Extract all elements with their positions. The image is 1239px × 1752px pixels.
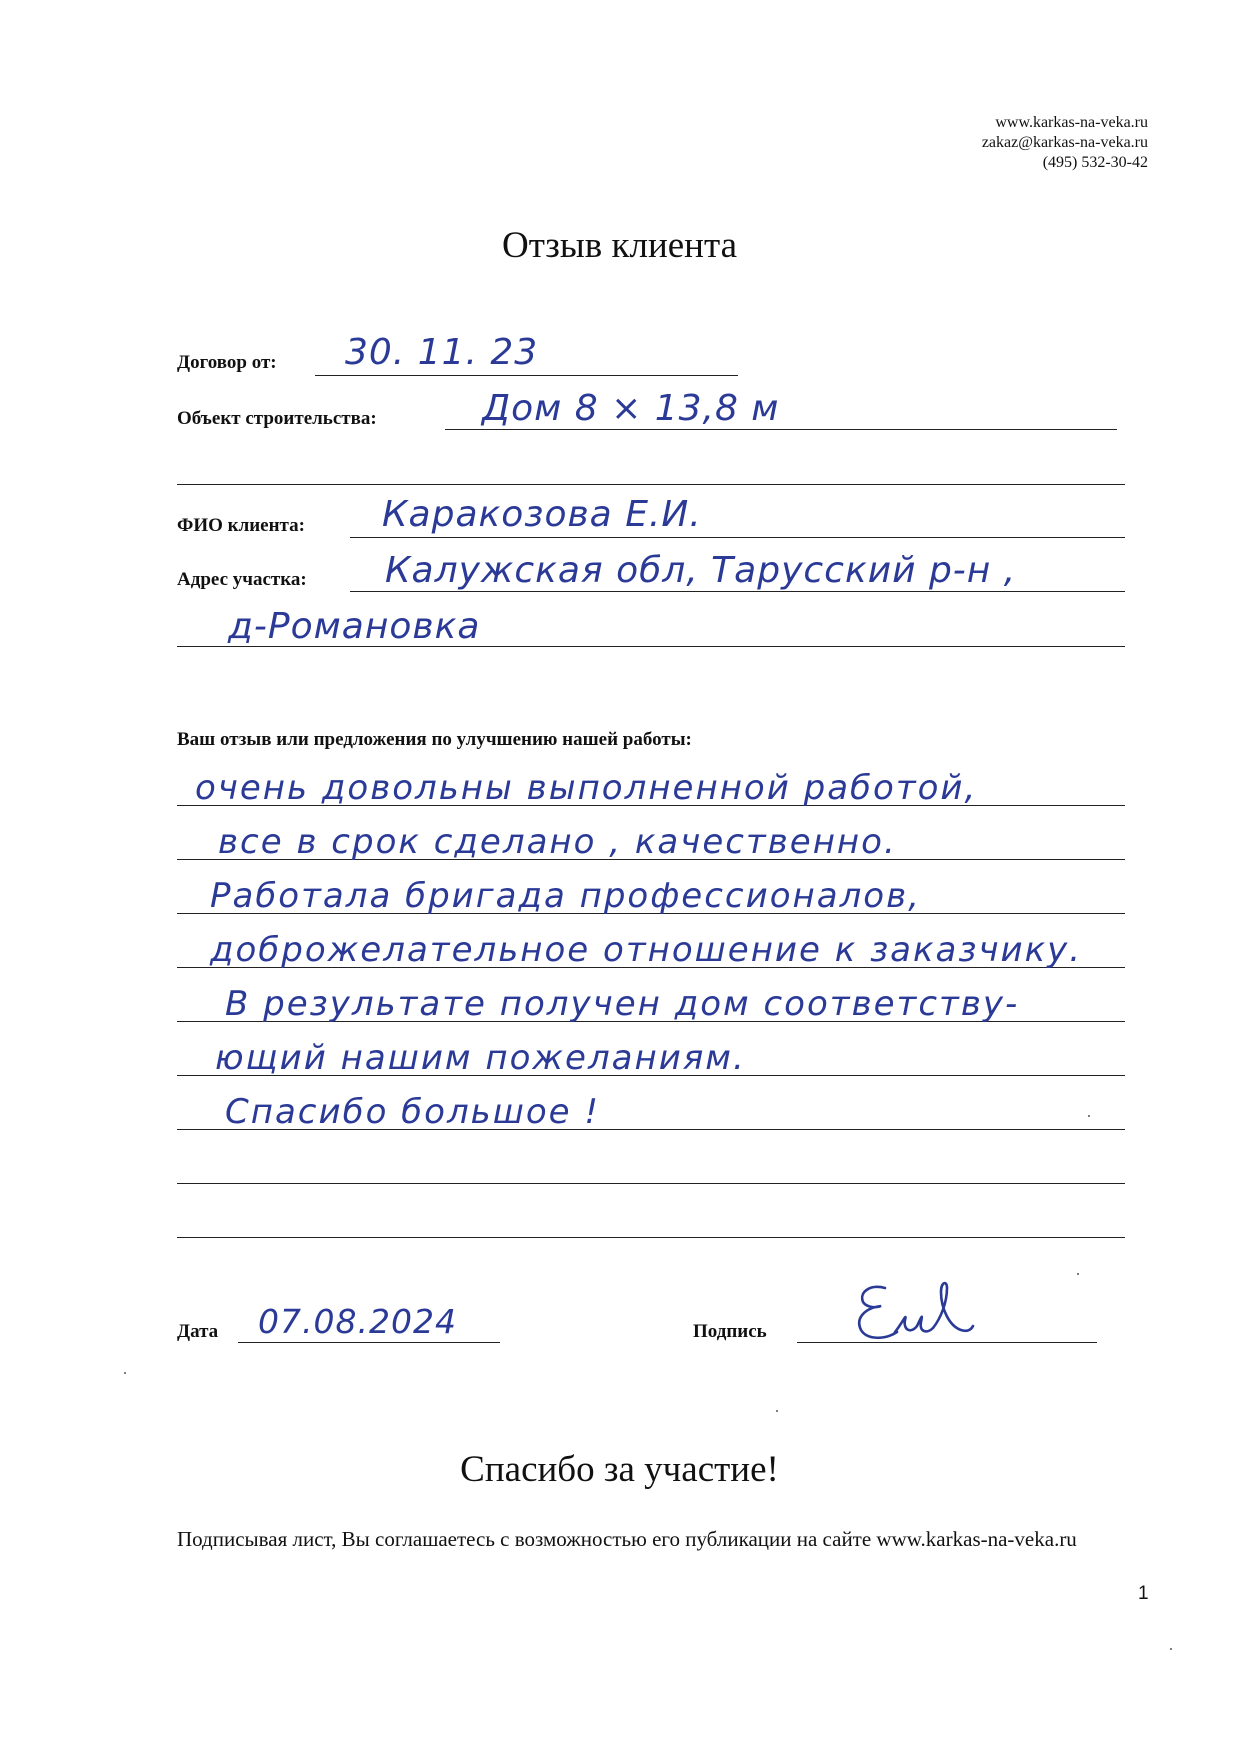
contact-block (982, 113, 1148, 173)
address-value-line1[interactable]: Калужская обл, Тарусский р-н , (385, 550, 1017, 591)
address-line (350, 591, 1125, 592)
object-label: Объект строительства: (177, 408, 377, 429)
feedback-text-line[interactable]: Работала бригада профессионалов, (210, 876, 921, 916)
object-line (445, 429, 1117, 430)
date-label: Дата (177, 1321, 219, 1342)
address-label: Адрес участка: (177, 569, 307, 590)
client-name-line (350, 537, 1125, 538)
feedback-text-line[interactable]: все в срок сделано , качественно. (218, 822, 897, 862)
scan-speck (1088, 1115, 1090, 1117)
email-link[interactable]: zakaz@karkas-na-veka.ru (981, 134, 1148, 151)
date-line (238, 1342, 500, 1343)
scan-speck (1077, 1273, 1079, 1275)
object-line-2 (177, 484, 1125, 485)
feedback-rule (177, 1183, 1125, 1184)
page-title: Отзыв клиента (501, 225, 738, 266)
scan-speck (1170, 1648, 1172, 1650)
contract-date-line (315, 375, 738, 376)
handwritten-signature[interactable] (845, 1278, 975, 1352)
signature-label: Подпись (693, 1321, 767, 1342)
phone-number: (495) 532-30-42 (1042, 154, 1148, 171)
address-value-line2[interactable]: д-Романовка (228, 606, 481, 647)
feedback-text-line[interactable]: В результате получен дом соответству- (225, 984, 1020, 1024)
object-value[interactable]: Дом 8 × 13,8 м (482, 388, 780, 429)
client-name-label: ФИО клиента: (177, 515, 305, 536)
date-value[interactable]: 07.08.2024 (258, 1302, 457, 1341)
contract-date-value[interactable]: 30. 11. 23 (345, 332, 539, 373)
consent-note: Подписывая лист, Вы соглашаетесь с возможностью его публикации на сайте www.karkas-na-veka.ru (177, 1527, 1077, 1551)
website-link[interactable]: www.karkas-na-veka.ru (995, 114, 1148, 131)
client-name-value[interactable]: Каракозова Е.И. (382, 494, 702, 535)
feedback-rule (177, 1237, 1125, 1238)
feedback-text-line[interactable]: очень довольны выполненной работой, (195, 768, 978, 808)
feedback-text-line[interactable]: доброжелательное отношение к заказчику. (210, 930, 1083, 970)
feedback-text-line[interactable]: Спасибо большое ! (225, 1092, 600, 1132)
thanks-heading: Спасибо за участие! (460, 1449, 779, 1490)
page-number: 1 (1138, 1583, 1149, 1604)
scan-speck (124, 1372, 126, 1374)
feedback-text-line[interactable]: ющий нашим пожеланиям. (215, 1038, 746, 1078)
scan-speck (776, 1410, 778, 1412)
feedback-label: Ваш отзыв или предложения по улучшению нашей работы: (177, 729, 692, 750)
contract-date-label: Договор от: (177, 352, 277, 373)
